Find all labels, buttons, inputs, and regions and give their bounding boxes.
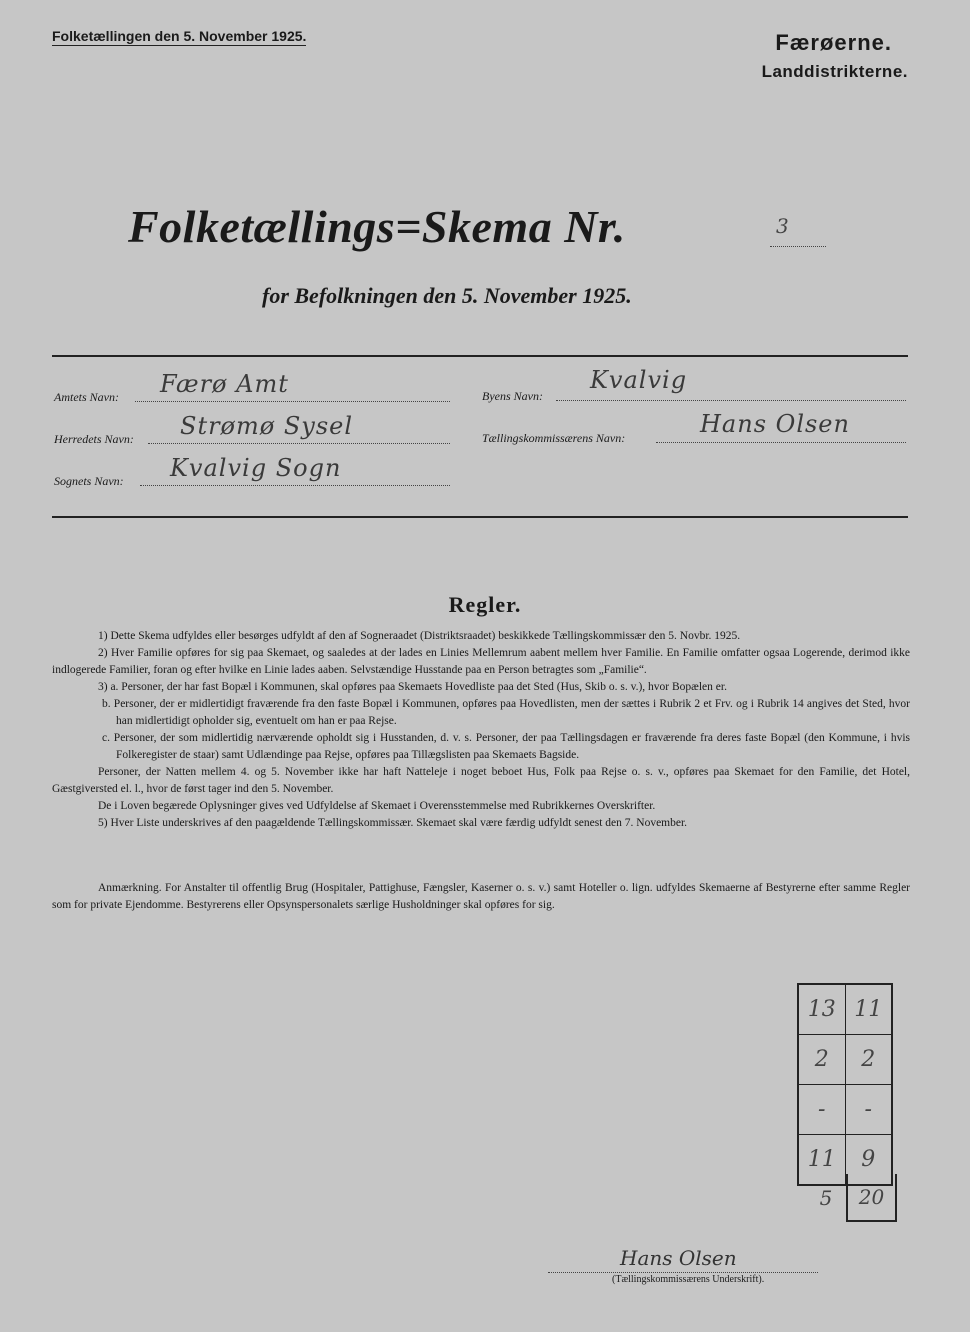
rule-3c: c. Personer, der som midlertidig nærværende opholdt sig i Husstanden, d. v. s. Personer, der paa Tællingsdagen er fraværende fra deres faste Bopæl (den Kommune, i hvis Folkeregister de staar) samt Udlændinge paa Rejse, opføres paa Tillægslisten paa Skemaets Bagside. <box>102 732 910 761</box>
rule-3d: Personer, der Natten mellem 4. og 5. November ikke har haft Natteleje i noget beboet Hus, Folk paa Rejse o. s. v., opføres paa Skemaet for den Familie, det Hotel, Gæstgiversted el. l., hvor de først tager ind den 5. November. <box>52 766 910 795</box>
signature-value: Hans Olsen <box>620 1246 737 1270</box>
tally-table <box>797 983 893 1186</box>
tally-cell: 13 <box>798 984 845 1035</box>
form-number: 3 <box>776 214 789 238</box>
rules-heading: Regler. <box>448 592 522 617</box>
divider-top <box>52 355 908 357</box>
herred-value: Strømø Sysel <box>180 412 354 440</box>
rule-3a: 3) a. Personer, der har fast Bopæl i Kommunen, skal opføres paa Skemaets Hovedliste paa det Sted (Hus, Skib o. s. v.), hvor Bopælen er. <box>98 681 727 693</box>
note-text: Anmærkning. For Anstalter til offentlig Brug (Hospitaler, Pattighuse, Fængsler, Kaserner o. s. v.) samt Hoteller o. lign. udfyldes Skemaerne af Bestyrerne efter samme Regler som for private Ejendomme. Bestyrerens eller Opsynspersonalets særlige Husholdninger skal opføres for sig. <box>52 882 910 911</box>
tally-cell: 11 <box>798 1135 845 1186</box>
divider-bottom <box>52 516 908 518</box>
herred-label: Herredets Navn: <box>54 432 134 446</box>
sogn-line <box>140 485 450 486</box>
rules-text <box>52 628 910 832</box>
rule-1: 1) Dette Skema udfyldes eller besørges udfyldt af den af Sogneraadet (Distriktsraadet) beskikkede Tællingskommissær den 5. Novbr. 1925. <box>98 630 741 642</box>
tally-cell: - <box>845 1085 892 1135</box>
tally-extra-left: 5 <box>819 1186 833 1210</box>
tally-row <box>798 984 892 1035</box>
rule-2: 2) Hver Familie opføres for sig paa Skemaet, og saaledes at der lades en Linies Mellemrum aabent mellem hver Familie. En Familie omfatter ogsaa Logerende, derimod ikke indlogerede Familier, foran og efter hvilke en Linie lades aaben. Selvstændige Husstande paa en Person betragtes som „Familie“. <box>52 647 910 676</box>
by-line <box>556 400 906 401</box>
kommissaer-value: Hans Olsen <box>700 410 850 438</box>
amt-value: Færø Amt <box>160 370 289 398</box>
tally-row <box>798 1085 892 1135</box>
tally-cell: - <box>798 1085 845 1135</box>
form-title: Folketællings=Skema Nr. <box>128 201 626 252</box>
by-label: Byens Navn: <box>482 389 543 403</box>
tally-cell: 2 <box>798 1035 845 1085</box>
rule-3b: b. Personer, der er midlertidigt fraværende fra den faste Bopæl i Kommunen, opføres paa Hovedlisten, men der sættes i Rubrik 2 et Frv. og i Rubrik 14 angives det Sted, hvor han midlertidigt opholder sig, eventuelt om han er paa Rejse. <box>102 698 910 727</box>
amt-line <box>135 401 450 402</box>
herred-line <box>148 443 450 444</box>
kommissaer-label: Tællingskommissærens Navn: <box>482 431 626 445</box>
form-subtitle: for Befolkningen den 5. November 1925. <box>262 283 632 308</box>
signature-label: (Tællingskommissærens Underskrift). <box>612 1274 765 1285</box>
kommissaer-line <box>656 442 906 443</box>
census-date-header: Folketællingen den 5. November 1925. <box>52 28 307 44</box>
sogn-label: Sognets Navn: <box>54 474 124 488</box>
signature-line <box>548 1272 818 1273</box>
by-value: Kvalvig <box>590 366 688 394</box>
tally-cell: 2 <box>845 1035 892 1085</box>
tally-cell: 9 <box>845 1135 892 1186</box>
tally-cell: 11 <box>845 984 892 1035</box>
region-header: Færøerne. <box>775 30 892 55</box>
tally-total: 20 <box>846 1174 897 1222</box>
rule-5: 5) Hver Liste underskrives af den paagældende Tællingskommissær. Skemaet skal være færdig udfyldt senest den 7. November. <box>98 817 688 829</box>
form-number-line <box>770 246 826 247</box>
sogn-value: Kvalvig Sogn <box>170 454 342 482</box>
tally-row <box>798 1035 892 1085</box>
district-header: Landdistrikterne. <box>761 62 908 81</box>
rule-4: De i Loven begærede Oplysninger gives ved Udfyldelse af Skemaet i Overensstemmelse med Rubrikkernes Overskrifter. <box>98 800 656 812</box>
amt-label: Amtets Navn: <box>54 390 119 404</box>
